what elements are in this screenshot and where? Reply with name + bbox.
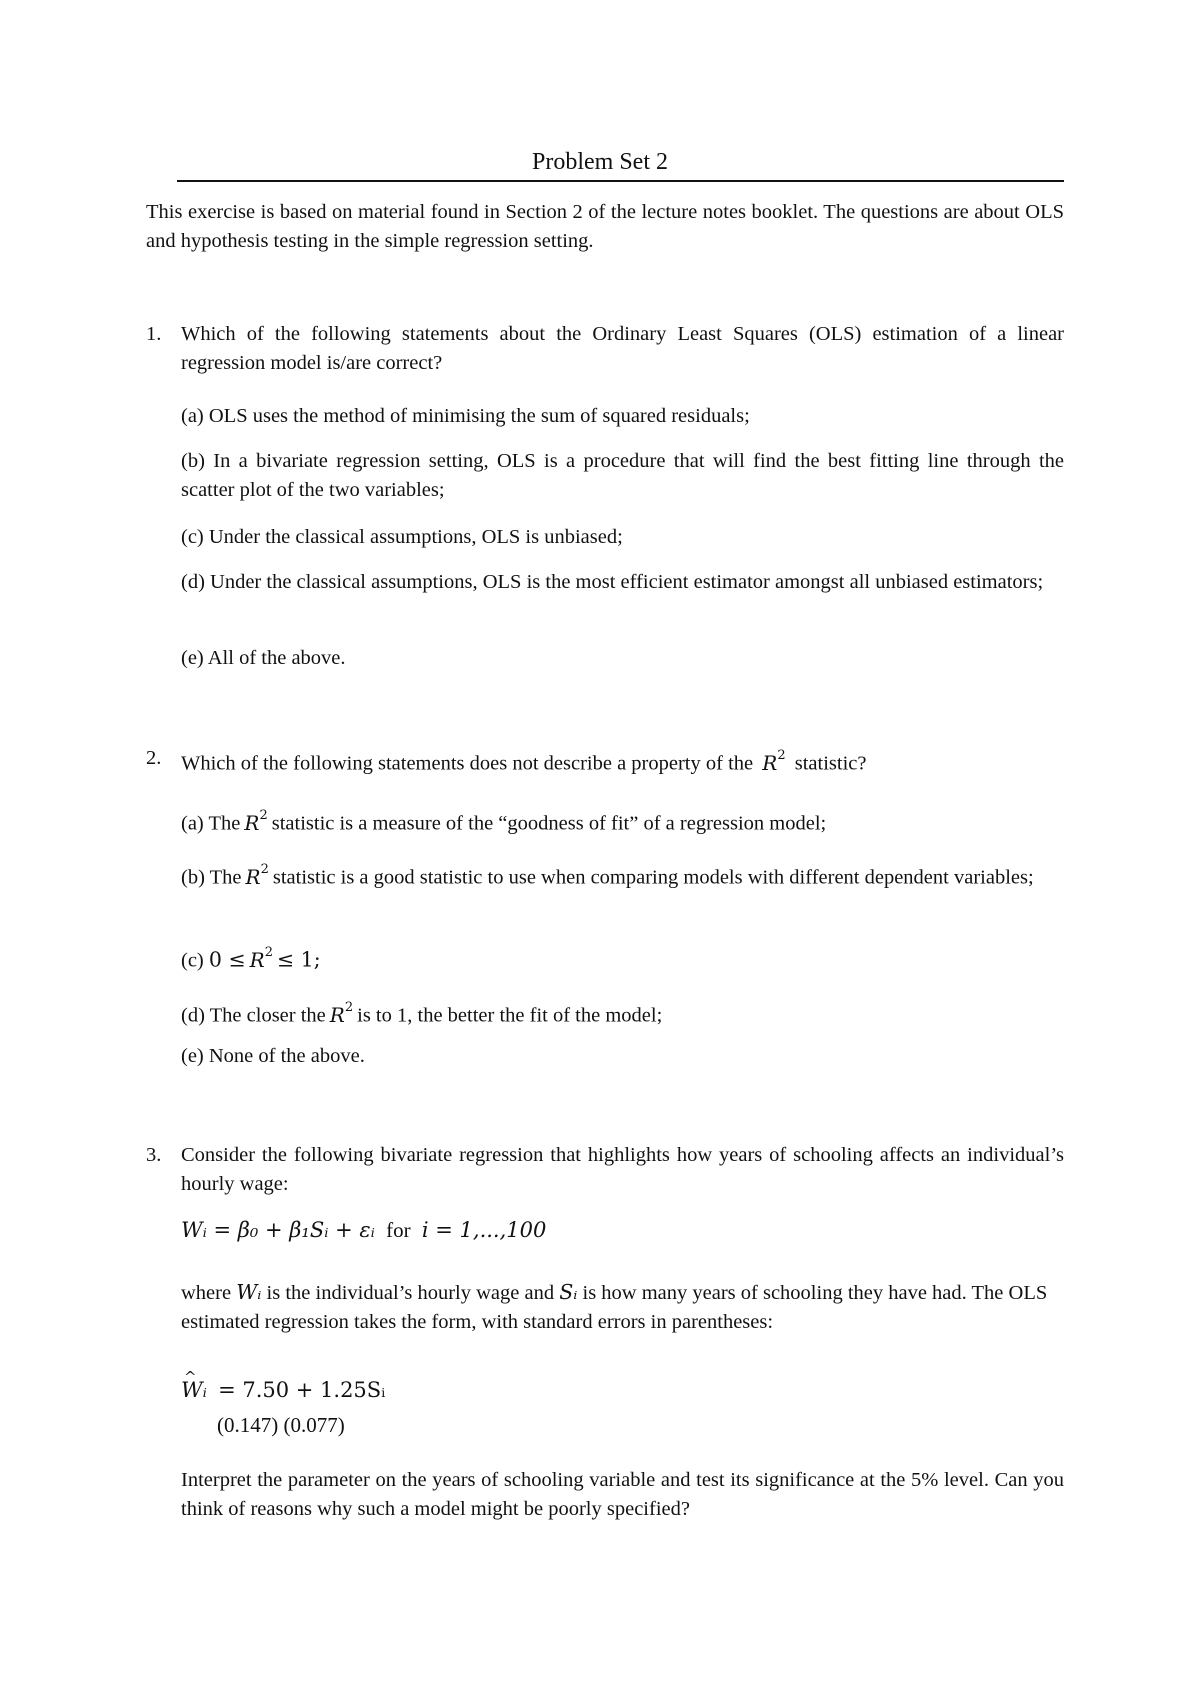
r-squared-symbol: $R^2$ — [249, 945, 273, 972]
q3-where-text: where Wᵢ is the individual’s hourly wage and Sᵢ is how many years of schooling they have had. The OLS estimated regression takes the form, with standard errors in parentheses: — [181, 1280, 1048, 1333]
r-squared-symbol: $R^2$ — [329, 1000, 354, 1027]
standard-errors: (0.147) (0.077) — [217, 1413, 345, 1437]
page-title: Problem Set 2 — [532, 149, 668, 175]
regression-equation: Wᵢ = β₀ + β₁Sᵢ + εᵢ for i = 1,...,100 — [181, 1218, 547, 1242]
q3-question: Interpret the parameter on the years of schooling variable and test its significance at the 5% level. Can you think of reasons why such a model might be poorly specified? — [181, 1469, 1064, 1520]
q2-option-e: (e) None of the above. — [181, 1045, 365, 1067]
question-text: Consider the following bivariate regression that highlights how years of schooling affects an individual’s hourly wage: — [181, 1144, 1064, 1195]
s-symbol: Sᵢ — [559, 1280, 578, 1304]
question-number: 2. — [146, 747, 162, 769]
w-symbol: Wᵢ — [236, 1280, 262, 1304]
question-number: 3. — [146, 1144, 162, 1166]
title-rule — [177, 180, 1064, 182]
estimated-equation: ^ Wᵢ = 7.50 + 1.25Sᵢ — [181, 1375, 385, 1405]
question-text: Which of the following statements does not describe a property of the $R^2$ statistic? — [181, 748, 867, 775]
intro-paragraph: This exercise is based on material found in Section 2 of the lecture notes booklet. The questions are about OLS and hypothesis testing in the simple regression setting. — [146, 201, 1064, 252]
r-squared-symbol: $R^2$ — [244, 808, 268, 835]
q1-option-a: (a) OLS uses the method of minimising the sum of squared residuals; — [181, 405, 750, 427]
q1-option-b: (b) In a bivariate regression setting, OLS is a procedure that will find the best fitting line through the scatter plot of the two variables; — [181, 450, 1064, 501]
r-squared-symbol: $R^2$ — [245, 862, 269, 889]
q2-option-a: (a) The $R^2$ statistic is a measure of the “goodness of fit” of a regression model; — [181, 808, 827, 835]
question-number: 1. — [146, 323, 162, 345]
q1-option-d: (d) Under the classical assumptions, OLS is the most efficient estimator amongst all unbiased estimators; — [181, 571, 1044, 593]
w-hat-symbol: ^ Wᵢ — [181, 1375, 207, 1405]
question-text: Which of the following statements about the Ordinary Least Squares (OLS) estimation of a linear regression model is/are correct? — [181, 323, 1064, 374]
q1-option-c: (c) Under the classical assumptions, OLS is unbiased; — [181, 526, 623, 548]
q2-option-d: (d) The closer the $R^2$ is to 1, the better the fit of the model; — [181, 1000, 663, 1027]
r-squared-symbol: $R^2$ — [762, 748, 786, 775]
q1-option-e: (e) All of the above. — [181, 647, 346, 669]
q2-option-b: (b) The $R^2$ statistic is a good statistic to use when comparing models with different dependent variables; — [181, 862, 1034, 889]
q2-option-c: (c) $0 \le R^2 \le 1$; — [181, 945, 321, 972]
